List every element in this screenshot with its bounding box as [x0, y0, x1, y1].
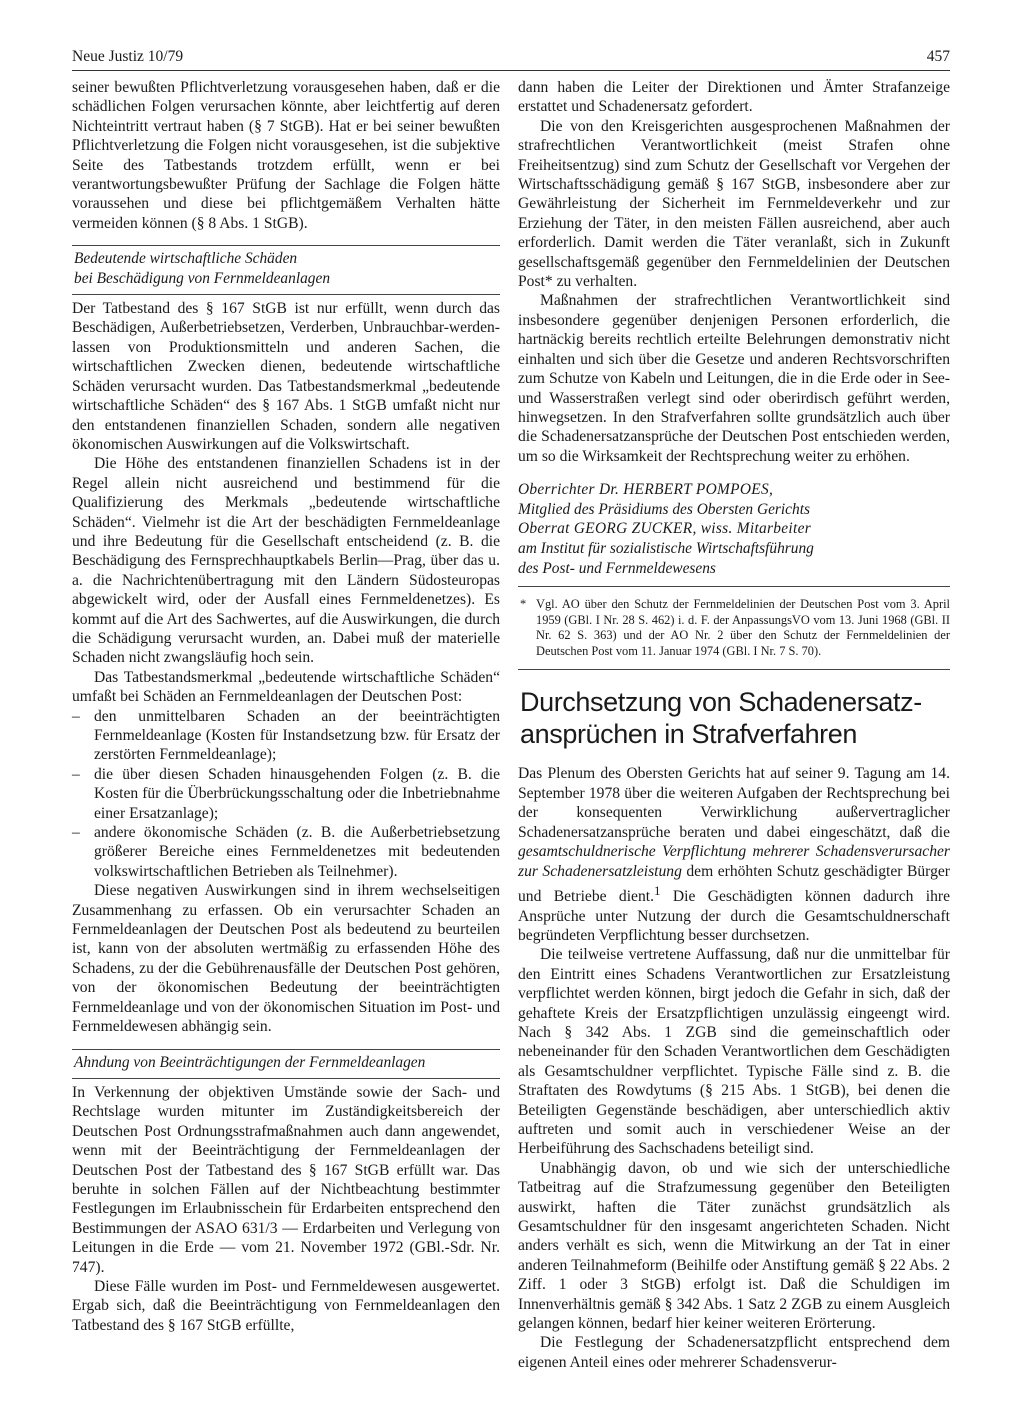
paragraph: Die Höhe des entstandenen finanziellen Schadens ist in der Regel allein nicht ausreichend und bestimmend für die Qualifizierung des Merkmals „bedeutende wirtschaftliche Schäden“. Vielmehr ist die Art der beschädigten Fernmeldeanlage und ihre Bedeutung für die Gesellschaft entscheidend (z. B. die Beschädigung des Fernsprechhauptkabels Berlin—Prag, über das u. a. die Nachrichtenübertragung mit den Ländern Südosteuropas abgewickelt wird, oder der Ausfall eines Fernmeldenetzes). Es kommt auf die Art des Sachwertes, auf die Auswirkungen, die durch die Schädigung verursacht wurden, an. Dabei muß der materielle Schaden nicht zwangsläufig hoch sein.	[72, 455, 500, 667]
author-name: Oberrat GEORG ZUCKER, wiss. Mitarbeiter	[518, 520, 812, 538]
author-name: Oberrichter Dr. HERBERT POMPOES,	[518, 481, 774, 499]
section-heading-line: Ahndung von Beeinträchtigungen der Fernmeldeanlagen	[74, 1053, 426, 1071]
paragraph: dann haben die Leiter der Direktionen und Ämter Strafanzeige erstattet und Schadenersatz gefordert.	[518, 79, 950, 116]
paragraph: Diese negativen Auswirkungen sind in ihrem wechselseitigen Zusammenhang zu erfassen. Ob ein verursachter Schaden an Fernmeldeanlagen der Deutschen Post als bedeutend zu beurteilen ist, kann von der absoluten wertmäßig zu erfassenden Höhe des Schadens, zu der die Gebührenausfälle der Deutschen Post gehören, von der ökonomischen Bedeutung der beeinträchtigten Fernmeldeanlage und von der ökonomischen Situation im Post- und Fernmeldewesen abhängig sein.	[72, 882, 500, 1036]
paragraph: Diese Fälle wurden im Post- und Fernmeldewesen ausgewertet. Ergab sich, daß die Beeinträchtigung von Fernmeldeanlagen den Tatbestand des § 167 StGB erfüllte,	[72, 1277, 500, 1334]
paragraph: Die teilweise vertretene Auffassung, daß nur die unmittelbar für den Eintritt eines Schadens Verantwortlichen zur Ersatzleistung verpflichtet werden können, birgt jedoch die Gefahr in sich, daß der gehaftete Kreis der Ersatzpflichtigen unzulässig eingeengt wird. Nach § 342 Abs. 1 ZGB sind die gemeinschaftlich oder nebeneinander für den Schaden Verantwortlichen dem Geschädigten als Gesamtschuldner verpflichtet. Typische Fälle sind z. B. die Straftaten des Rowdytums (§ 215 Abs. 1 StGB), bei denen die Beteiligten Gegenstände beschädigen, aber unterschiedlich aktiv auftreten und somit auch in verschiedener Weise an der Herbeiführung des Sachschadens beteiligt sind.	[518, 946, 950, 1158]
author-role: des Post- und Fernmeldewesens	[518, 559, 716, 577]
running-header	[72, 46, 950, 71]
author-block	[518, 480, 950, 587]
emphasized-text: gesamtschuldnerische Verpflichtung mehrerer Schadensverursacher zur Schadenersatzleistung	[518, 843, 950, 880]
section-heading-line: Bedeutende wirtschaftliche Schäden	[74, 250, 298, 268]
paragraph: Die von den Kreisgerichten ausgesprochenen Maßnahmen der strafrechtlichen Verantwortlichkeit (meist Strafen ohne Freiheitsentzug) sind zum Schutz der Gesellschaft vor Vergehen der Wirtschaftsschädigung gemäß § 167 StGB, insbesondere aber zur Gewährleistung der Sicherheit im Fernmeldeverkehr und zur Erziehung der Täter, in den meisten Fällen ausreichend, aber auch erforderlich. Damit werden die Täter veranlaßt, sich in Zukunft gesellschaftsgemäß gegenüber den Fernmeldelinien der Deutschen Post* zu verhalten.	[518, 117, 950, 291]
author-role: Mitglied des Präsidiums des Obersten Gerichts	[518, 500, 810, 518]
paragraph: Unabhängig davon, ob und wie sich der unterschiedliche Tatbeitrag auf die Strafzumessung gegenüber den Beteiligten auswirkt, haften die Täter zunächst grundsätzlich als Gesamtschuldner für den insgesamt angerichteten Schaden. Nicht anders verhält es sich, wenn die Mitwirkung an der Tat in einer anderen Teilnahmeform (Beihilfe oder Anstiftung gemäß § 22 Abs. 2 Ziff. 1 oder 3 StGB) erfolgt ist. Daß die Schuldigen im Innenverhältnis gemäß § 342 Abs. 1 Satz 2 ZGB zu einem Ausgleich gelangen können, bedarf hier keiner weiteren Erörterung.	[518, 1159, 950, 1333]
paragraph: seiner bewußten Pflichtverletzung vorausgesehen haben, daß er die schädlichen Folgen verursachen könnte, aber leichtfertig auf deren Nichteintritt vertraut haben (§ 7 StGB). Hat er bei seiner bewußten Pflichtverletzung die Folgen nicht vorausgesehen, ist die subjektive Seite des Tatbestands trotzdem erfüllt, wenn er bei verantwortungsbewußter Prüfung der Sachlage die Folgen hätte voraussehen und diese bei pflichtgemäßem Verhalten hätte vermeiden können (§ 8 Abs. 1 StGB).	[72, 79, 500, 232]
footnote	[518, 597, 950, 670]
footnote-mark: *	[520, 597, 527, 612]
headline-line: Durchsetzung von Schadenersatz-	[520, 687, 922, 718]
paragraph: Das Tatbestandsmerkmal „bedeutende wirtschaftliche Schäden“ umfaßt bei Schäden an Fernmeldeanlagen der Deutschen Post:	[72, 668, 500, 706]
section-heading	[72, 1049, 500, 1079]
list-item: – die über diesen Schaden hinausgehenden Folgen (z. B. die Kosten für die Überbrückungsschaltung oder die Inbetriebnahme einer Ersatzanlage);	[72, 765, 500, 823]
footnote-text: Vgl. AO über den Schutz der Fernmeldelinien der Deutschen Post vom 3. April 1959 (GBl. I Nr. 28 S. 462) i. d. F. der AnpassungsVO vom 13. Juni 1968 (GBl. II Nr. 62 S. 363) und der AO Nr. 2 über den Schutz der Fernmeldelinien der Deutschen Post vom 11. Januar 1974 (GBl. I Nr. 7 S. 70).	[536, 597, 950, 658]
paragraph-text: Die Geschädigten können dadurch ihre Ansprüche unter Nutzung der durch die Gesamtschuldnerschaft begründeten Verpflichtung besser durchsetzen.	[518, 888, 951, 944]
article-headline	[520, 686, 950, 750]
section-heading-line: bei Beschädigung von Fernmeldeanlagen	[74, 269, 331, 287]
paragraph: In Verkennung der objektiven Umstände sowie der Sach- und Rechtslage wurden mitunter im Zuständigkeitsbereich der Deutschen Post Ordnungsstrafmaßnahmen auch dann angewendet, wenn mit der Beeinträchtigung der Fernmeldeanlagen der Deutschen Post der Tatbestand des § 167 StGB erfüllt war. Das beruhte in solchen Fällen auf der Nichtbeachtung bestimmter Festlegungen im Erlaubnisschein für Erdarbeiten entsprechend den Bestimmungen der ASAO 631/3 — Erdarbeiten und Verlegung von Leitungen in die Erde — vom 21. November 1972 (GBl.-Sdr. Nr. 747).	[72, 1083, 500, 1276]
journal-issue: Neue Justiz 10/79	[72, 48, 184, 65]
paragraph-text: Das Plenum des Obersten Gerichts hat auf seiner 9. Tagung am 14. September 1978 über die weiteren Aufgaben der Rechtsprechung bei der konsequenten Verwirklichung außervertraglicher Schadenersatzansprüche beraten und dabei eingeschätzt, daß die	[518, 765, 950, 841]
paragraph: Der Tatbestand des § 167 StGB ist nur erfüllt, wenn durch das Beschädigen, Außerbetriebsetzen, Verderben, Unbrauchbar-werden-lassen von Produktionsmitteln und anderen Sachen, die wirtschaftlichen Zwecken dienen, bedeutende wirtschaftliche Schäden verursacht wurden. Das Tatbestandsmerkmal „bedeutende wirtschaftliche Schäden“ des § 167 Abs. 1 StGB umfaßt nicht nur den entstandenen finanziellen Schaden, sondern alle negativen ökonomischen Auswirkungen auf die Volkswirtschaft.	[72, 300, 500, 453]
list-item: – andere ökonomische Schäden (z. B. die Außerbetriebsetzung größerer Bereiche eines Fernmeldenetzes mit bedeutenden volkswirtschaftlichen Betrieben als Teilnehmer).	[72, 823, 500, 881]
paragraph-text: dem erhöhten Schutz geschädigter Bürger und Betriebe dient.	[518, 862, 951, 906]
page-number: 457	[926, 48, 950, 65]
list-item: – den unmittelbaren Schaden an der beeinträchtigten Fernmeldeanlage (Kosten für Instandsetzung bzw. für Ersatz der zerstörten Fernmeldeanlage);	[72, 707, 500, 765]
author-role: am Institut für sozialistische Wirtschaftsführung	[518, 539, 814, 557]
footnote-reference: 1	[654, 882, 661, 898]
headline-line: ansprüchen in Strafverfahren	[520, 719, 858, 750]
paragraph	[518, 764, 950, 945]
left-column	[72, 78, 500, 1335]
dash-list	[72, 707, 500, 882]
section-heading	[72, 245, 500, 295]
right-column	[518, 78, 950, 1372]
paragraph: Die Festlegung der Schadenersatzpflicht entsprechend dem eigenen Anteil eines oder mehrerer Schadensverur-	[518, 1334, 950, 1371]
paragraph: Maßnahmen der strafrechtlichen Verantwortlichkeit sind insbesondere gegenüber denjenigen Personen erforderlich, die hartnäckig bereits rechtlich erteilte Belehrungen demonstrativ nicht einhalten und sich über die Gesetze und anderen Rechtsvorschriften zum Schutze von Kabeln und Leitungen, die in die Erde oder in See- und Wasserstraßen verlegt sind oder oberirdisch geführt werden, hinwegsetzen. In den Strafverfahren sollte grundsätzlich auch über die Schadenersatzansprüche der Deutschen Post entschieden werden, um so die Wirksamkeit der Rechtsprechung weiter zu erhöhen.	[518, 292, 950, 465]
